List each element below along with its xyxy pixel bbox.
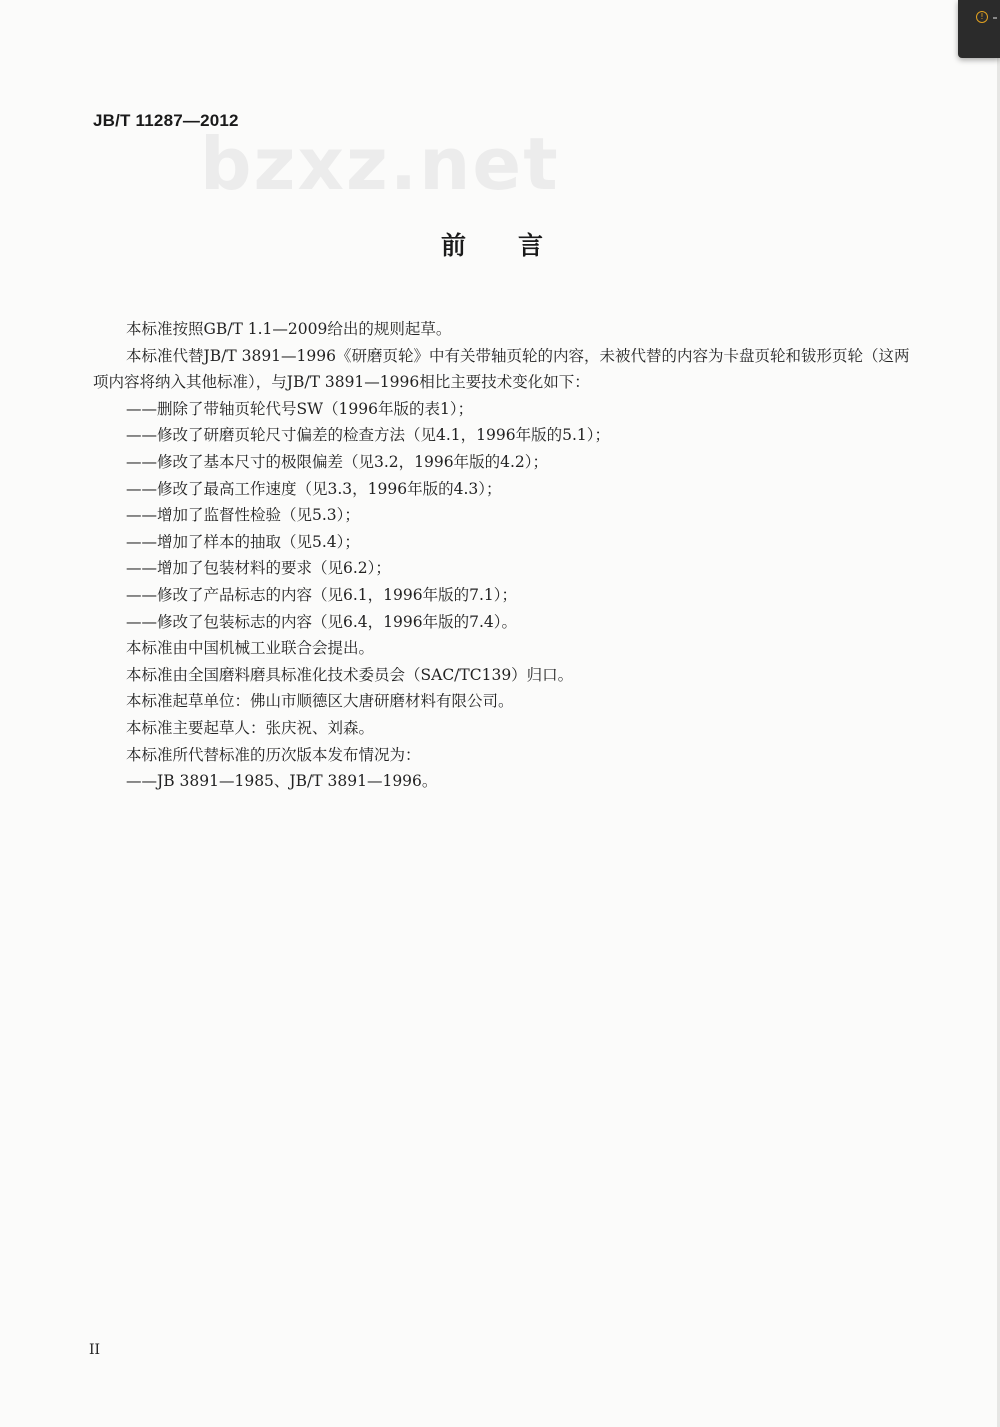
- change-item: ——增加了样本的抽取（见5.4）；: [126, 532, 360, 551]
- watermark: bzxz.net: [200, 122, 560, 206]
- change-item: ——修改了研磨页轮尺寸偏差的检查方法（见4.1，1996年版的5.1）；: [126, 426, 610, 445]
- change-item: ——修改了包装标志的内容（见6.4，1996年版的7.4）。: [126, 612, 517, 631]
- document-body: [93, 316, 913, 795]
- paragraph-replacement: 本标准代替JB/T 3891—1996《研磨页轮》中有关带轴页轮的内容，未被代替的内容为卡盘页轮和钹形页轮（这两项内容将纳入其他标准），与JB/T 3891—1996相比主要技术变化如下：: [93, 346, 910, 392]
- change-item: ——修改了最高工作速度（见3.3，1996年版的4.3）；: [126, 479, 502, 498]
- paragraph-drafting-rule: 本标准按照GB/T 1.1—2009给出的规则起草。: [126, 320, 452, 338]
- history-item: ——JB 3891—1985、JB/T 3891—1996。: [126, 772, 438, 791]
- corner-notification-widget[interactable]: [958, 0, 1000, 58]
- page-number: II: [89, 1342, 101, 1358]
- alert-icon[interactable]: !: [976, 11, 988, 23]
- document-code: JB/T 11287—2012: [93, 111, 239, 130]
- change-item: ——增加了监督性检验（见5.3）；: [126, 506, 360, 525]
- page-title: 前言: [441, 231, 596, 260]
- change-item: ——增加了包装材料的要求（见6.2）；: [126, 559, 391, 578]
- paragraph-committee: 本标准由全国磨料磨具标准化技术委员会（SAC/TC139）归口。: [126, 665, 574, 684]
- corner-indicator: [993, 17, 997, 19]
- change-item: ——修改了产品标志的内容（见6.1，1996年版的7.1）；: [126, 585, 517, 604]
- paragraph-proposer: 本标准由中国机械工业联合会提出。: [126, 639, 375, 658]
- change-item: ——修改了基本尺寸的极限偏差（见3.2，1996年版的4.2）；: [126, 452, 548, 471]
- paragraph-drafting-unit: 本标准起草单位：佛山市顺德区大唐研磨材料有限公司。: [126, 692, 514, 711]
- paragraph-history-intro: 本标准所代替标准的历次版本发布情况为：: [126, 745, 421, 764]
- change-item: ——删除了带轴页轮代号SW（1996年版的表1）；: [126, 399, 474, 418]
- paragraph-drafters: 本标准主要起草人：张庆祝、刘森。: [126, 718, 375, 737]
